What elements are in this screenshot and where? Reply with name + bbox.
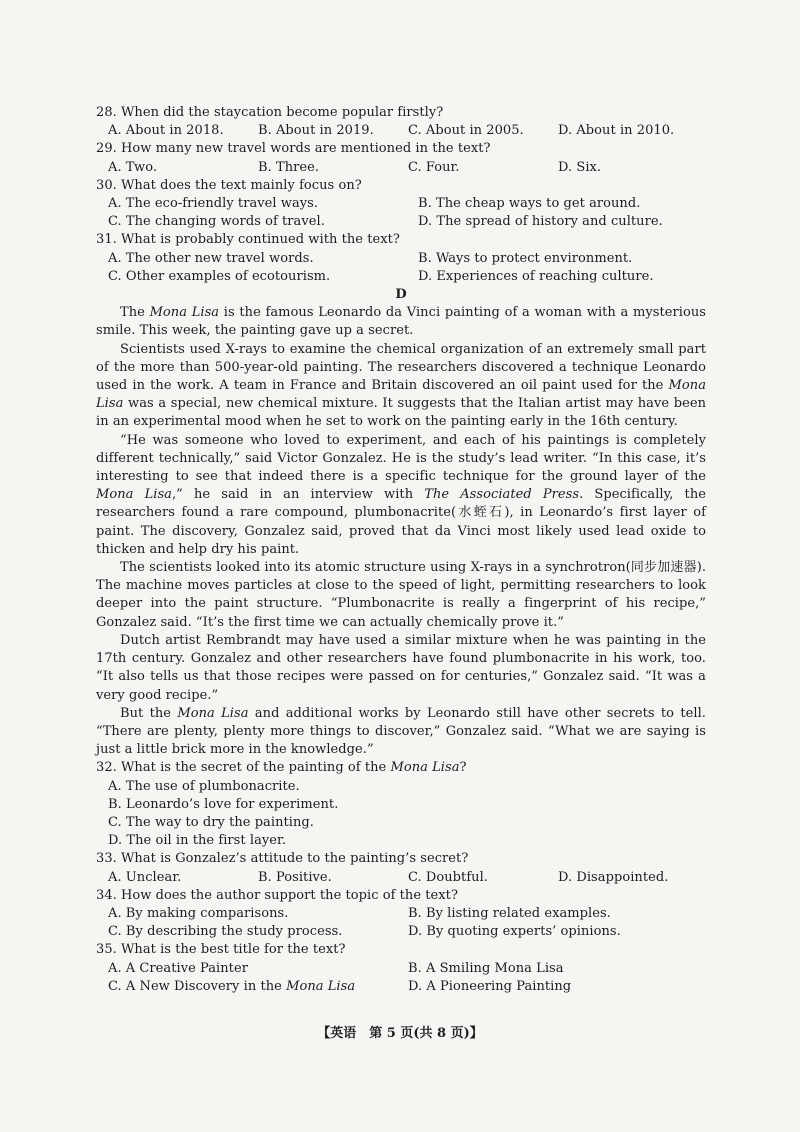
question-33-stem: 33. What is Gonzalez’s attitude to the painting’s secret? xyxy=(96,851,469,867)
q32-option-a[interactable]: A. The use of plumbonacrite. xyxy=(108,778,300,794)
passage-paragraph-6 xyxy=(96,705,706,760)
passage-paragraph-2 xyxy=(96,341,706,432)
q28-option-a[interactable]: A. About in 2018. xyxy=(108,123,224,139)
question-28-options xyxy=(96,122,706,140)
q35-option-c-italic: Mona Lisa xyxy=(286,978,356,994)
p1-text-b: is the famous Leonardo da Vinci painting of a woman with a mysterious smile. This week, the painting gave up a secret. xyxy=(96,305,706,339)
page-content xyxy=(96,104,706,996)
question-33-options xyxy=(96,869,706,887)
q31-option-a[interactable]: A. The other new travel words. xyxy=(108,250,314,266)
p3-text-a: “He was someone who loved to experiment, and each of his paintings is completely different technically,” said Victor Gonzalez. He is the study’s lead writer. “In this case, it’s interesting to see that indeed there is a specific technique for the ground layer of the xyxy=(96,432,706,485)
q30-option-b[interactable]: B. The cheap ways to get around. xyxy=(418,196,641,212)
q33-option-d[interactable]: D. Disappointed. xyxy=(558,869,669,885)
q35-option-c-text: C. A New Discovery in the xyxy=(108,978,287,994)
q31-option-c[interactable]: C. Other examples of ecotourism. xyxy=(108,268,331,284)
question-32-stem xyxy=(96,759,706,777)
question-30-stem: 30. What does the text mainly focus on? xyxy=(96,177,362,193)
q35-option-a[interactable]: A. A Creative Painter xyxy=(108,960,248,976)
p2-text-b: was a special, new chemical mixture. It suggests that the Italian artist may have been in an experimental mood when he set to work on the painting early in the 16th century. xyxy=(96,396,706,430)
p6-text-b: and additional works by Leonardo still have other secrets to tell. “There are plenty, plenty more things to discover,” Gonzalez said. “What we are saying is just a little brick more in the knowledge.” xyxy=(96,705,706,758)
p3-italic-2: The Associated Press xyxy=(424,487,580,503)
q35-option-c[interactable] xyxy=(108,978,408,996)
q33-option-c[interactable]: C. Doubtful. xyxy=(408,869,488,885)
p6-italic: Mona Lisa xyxy=(177,705,249,721)
q32-stem-b: ? xyxy=(459,760,467,776)
passage-paragraph-3 xyxy=(96,432,706,559)
q35-option-d[interactable]: D. A Pioneering Painting xyxy=(408,978,572,994)
section-d-title: D xyxy=(395,287,407,303)
q29-option-c[interactable]: C. Four. xyxy=(408,159,460,175)
question-28-stem: 28. When did the staycation become popular firstly? xyxy=(96,105,444,120)
p3-italic-1: Mona Lisa xyxy=(96,487,172,503)
q30-option-c[interactable]: C. The changing words of travel. xyxy=(108,214,325,230)
question-31-options xyxy=(96,250,706,286)
question-29-options xyxy=(96,159,706,177)
p6-text-a: But the xyxy=(120,705,178,721)
p3-text-b: ,” he said in an interview with xyxy=(171,487,425,503)
q33-option-a[interactable]: A. Unclear. xyxy=(108,869,182,885)
q30-option-a[interactable]: A. The eco-friendly travel ways. xyxy=(108,196,319,212)
q28-option-b[interactable]: B. About in 2019. xyxy=(258,123,374,139)
page-footer: 【英语 第 5 页(共 8 页)】 xyxy=(317,1026,483,1041)
p1-text-a: The xyxy=(120,305,150,321)
q33-option-b[interactable]: B. Positive. xyxy=(258,869,332,885)
q29-option-a[interactable]: A. Two. xyxy=(108,159,158,175)
question-35-options xyxy=(96,960,706,996)
p2-italic: Mona Lisa xyxy=(96,378,706,412)
q34-option-d[interactable]: D. By quoting experts’ opinions. xyxy=(408,924,621,940)
q35-option-b[interactable]: B. A Smiling Mona Lisa xyxy=(408,960,564,976)
p3-text-c: . Specifically, the researchers found a rare compound, plumbonacrite(水蛭石), in Leonardo’s first layer of paint. The discovery, Gonzalez said, proved that da Vinci most likely used lead oxide to thicken and help dry his paint. xyxy=(96,487,707,557)
question-34-stem: 34. How does the author support the topic of the text? xyxy=(96,887,458,903)
q28-option-c[interactable]: C. About in 2005. xyxy=(408,123,524,139)
q30-option-d[interactable]: D. The spread of history and culture. xyxy=(418,214,663,230)
q31-option-b[interactable]: B. Ways to protect environment. xyxy=(418,250,633,266)
q32-option-d[interactable]: D. The oil in the first layer. xyxy=(108,833,287,849)
question-34-options xyxy=(96,905,706,941)
question-29-stem: 29. How many new travel words are mentioned in the text? xyxy=(96,141,491,157)
question-31-stem: 31. What is probably continued with the text? xyxy=(96,232,400,248)
question-30-options xyxy=(96,195,706,231)
q31-option-d[interactable]: D. Experiences of reaching culture. xyxy=(418,268,654,284)
p2-text-a: Scientists used X-rays to examine the chemical organization of an extremely small part of the more than 500-year-old painting. The researchers discovered a technique Leonardo used in the work. A team in France and Britain discovered an oil paint used for the xyxy=(96,341,706,394)
q32-option-c[interactable]: C. The way to dry the painting. xyxy=(108,814,314,830)
question-32-options xyxy=(96,778,706,851)
q34-option-a[interactable]: A. By making comparisons. xyxy=(108,905,289,921)
q32-stem-a: 32. What is the secret of the painting of the xyxy=(96,760,391,776)
passage-paragraph-1 xyxy=(96,304,706,340)
q29-option-d[interactable]: D. Six. xyxy=(558,159,602,175)
q34-option-b[interactable]: B. By listing related examples. xyxy=(408,905,611,921)
q28-option-d[interactable]: D. About in 2010. xyxy=(558,123,675,139)
p1-italic: Mona Lisa xyxy=(149,305,220,321)
q29-option-b[interactable]: B. Three. xyxy=(258,159,320,175)
q32-stem-italic: Mona Lisa xyxy=(390,760,460,776)
passage-paragraph-4: The scientists looked into its atomic structure using X-rays in a synchrotron(同步加速器). The machine moves particles at close to the speed of light, permitting researchers to look deeper into the paint structure. “Plumbonacrite is really a fingerprint of his recipe,” Gonzalez said. “It’s the first time we can actually chemically prove it.” xyxy=(96,560,706,630)
q32-option-b[interactable]: B. Leonardo’s love for experiment. xyxy=(108,796,339,812)
q34-option-c[interactable]: C. By describing the study process. xyxy=(108,924,343,940)
question-35-stem: 35. What is the best title for the text? xyxy=(96,942,346,958)
passage-paragraph-5: Dutch artist Rembrandt may have used a similar mixture when he was painting in the 17th century. Gonzalez and other researchers have found plumbonacrite in his work, too. “It also tells us that those recipes were passed on for centuries,” Gonzalez said. “It was a very good recipe.” xyxy=(96,632,706,703)
